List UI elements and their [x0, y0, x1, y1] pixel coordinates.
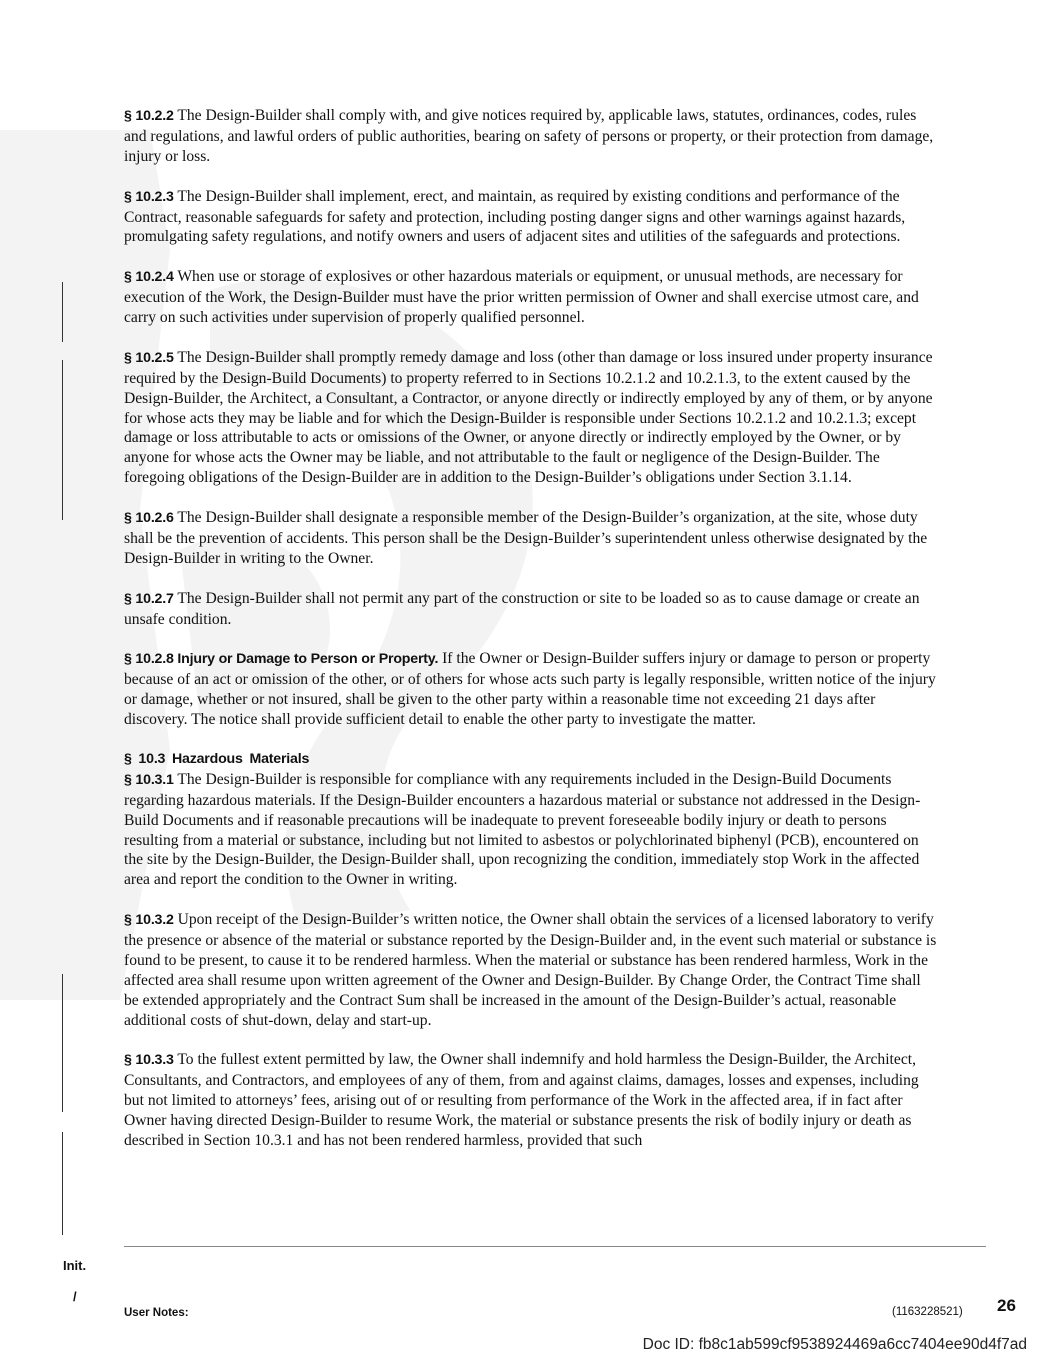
section-text: The Design-Builder shall not permit any part of the construction or site to be loaded so as to cause damage or create an unsafe condition.: [124, 589, 920, 628]
document-number: (1163228521): [892, 1306, 963, 1318]
section-10-3-3: [124, 1050, 939, 1151]
section-10-2-7: [124, 589, 939, 630]
section-number: § 10.2.4: [124, 269, 174, 286]
change-bar: [62, 360, 63, 520]
section-text: The Design-Builder shall designate a responsible member of the Design-Builder’s organization, at the site, whose duty shall be the prevention of accidents. This person shall be the Design-Builder’s superintendent unless otherwise designated by the Design-Builder in writing to the Owner.: [124, 509, 928, 567]
section-text: The Design-Builder shall promptly remedy damage and loss (other than damage or loss insured under property insurance required by the Design-Build Documents) to property referred to in Sections 10.2.1.2 and 10.2.1.3, to the extent caused by the Design-Builder, the Architect, a Consultant, a Contractor, or anyone directly or indirectly employed by any of them, or by anyone for whose acts they may be liable and for which the Design-Builder is responsible under Sections 10.2.1.2 and 10.2.1.3; except damage or loss attributable to acts or omissions of the Owner, or anyone directly or indirectly employed by the Owner, or by anyone for whose acts the Owner may be liable, and not attributable to the fault or negligence of the Design-Builder. The foregoing obligations of the Design-Builder are in addition to the Design-Builder’s obligations under Section 3.1.14.: [124, 348, 933, 487]
section-number: § 10.2.5: [124, 349, 174, 366]
section-10-2-4: [124, 267, 939, 328]
initials-slash: /: [73, 1289, 77, 1304]
change-bar: [62, 282, 63, 342]
section-10-2-2: [124, 106, 939, 167]
change-bar: [62, 974, 63, 1112]
section-10-2-3: [124, 187, 939, 248]
section-number: § 10.2.8 Injury or Damage to Person or Property.: [124, 651, 439, 668]
user-notes-label: User Notes:: [124, 1307, 189, 1319]
doc-id: Doc ID: fb8c1ab599cf9538924469a6cc7404ee90d4f7ad: [642, 1336, 1027, 1353]
section-number: § 10.2.6: [124, 510, 174, 527]
section-number: § 10.2.3: [124, 188, 174, 205]
page-number: 26: [997, 1296, 1016, 1315]
section-text: To the fullest extent permitted by law, the Owner shall indemnify and hold harmless the Design-Builder, the Architect, Consultants, and Contractors, and employees of any of them, from and against claims, damages, losses and expenses, including but not limited to attorneys’ fees, arising out of or resulting from performance of the Work in the affected area, if in fact after Owner having directed Design-Builder to resume Work, the material or substance presents the risk of bodily injury or death as described in Section 10.3.1 and has not been rendered harmless, provided that such: [124, 1051, 919, 1150]
section-text: When use or storage of explosives or other hazardous materials or equipment, or unusual methods, are necessary for execution of the Work, the Design-Builder must have the prior written permission of Owner and shall exercise utmost care, and carry on such activities under supervision of properly qualified personnel.: [124, 268, 919, 327]
section-10-3-1: [124, 770, 939, 890]
section-10-2-8: [124, 649, 939, 730]
section-number: § 10.2.2: [124, 108, 174, 124]
section-number: § 10.3.1: [124, 771, 174, 788]
initials-label: Init.: [63, 1258, 87, 1273]
section-text: The Design-Builder shall implement, erect, and maintain, as required by existing conditions and performance of the Contract, reasonable safeguards for safety and protection, including posting danger signs and other warnings against hazards, promulgating safety regulations, and notify owners and users of adjacent sites and utilities of the safeguards and protections.: [124, 187, 906, 246]
section-text: The Design-Builder is responsible for compliance with any requirements included in the Design-Build Documents regarding hazardous materials. If the Design-Builder encounters a hazardous material or substance not addressed in the Design-Build Documents and if reasonable precautions will be inadequate to prevent foreseeable bodily injury or death to persons resulting from a material or substance, including but not limited to asbestos or polychlorinated biphenyl (PCB), encountered on the site by the Design-Builder, the Design-Builder shall, upon recognizing the condition, immediately stop Work in the affected area and report the condition to the Owner in writing.: [124, 770, 921, 889]
section-10-2-5: [124, 348, 939, 488]
section-number: § 10.2.7: [124, 590, 174, 607]
section-10-3-2: [124, 910, 939, 1030]
section-number: § 10.3.3: [124, 1052, 174, 1069]
change-bar: [62, 1132, 63, 1235]
section-text: The Design-Builder shall comply with, and give notices required by, applicable laws, statutes, ordinances, codes, rules and regulations, and lawful orders of public authorities, bearing on safety of persons or property, or their protection from damage, injury or loss.: [124, 107, 934, 165]
document-body: [124, 106, 939, 1151]
section-text: Upon receipt of the Design-Builder’s written notice, the Owner shall obtain the services of a licensed laboratory to verify the presence or absence of the material or substance reported by the Design-Builder and, in the event such material or substance is found to be present, to cause it to be rendered harmless. When the material or substance has been rendered harmless, Work in the affected area shall resume upon written agreement of the Owner and Design-Builder. By Change Order, the Contract Time shall be extended appropriately and the Contract Sum shall be increased in the amount of the Design-Builder’s actual, reasonable additional costs of shut-down, delay and start-up.: [124, 911, 937, 1029]
footer-divider: [124, 1246, 986, 1247]
section-text: If the Owner or Design-Builder suffers injury or damage to person or property because of an act or omission of the other, or of others for whose acts such party is legally responsible, written notice of the injury or damage, whether or not insured, shall be given to the other party within a reasonable time not exceeding 21 days after discovery. The notice shall provide sufficient detail to enable the other party to investigate the matter.: [124, 650, 936, 729]
section-heading-10-3: § 10.3 Hazardous Materials: [124, 750, 310, 767]
section-number: § 10.3.2: [124, 912, 174, 929]
section-10-2-6: [124, 508, 939, 569]
